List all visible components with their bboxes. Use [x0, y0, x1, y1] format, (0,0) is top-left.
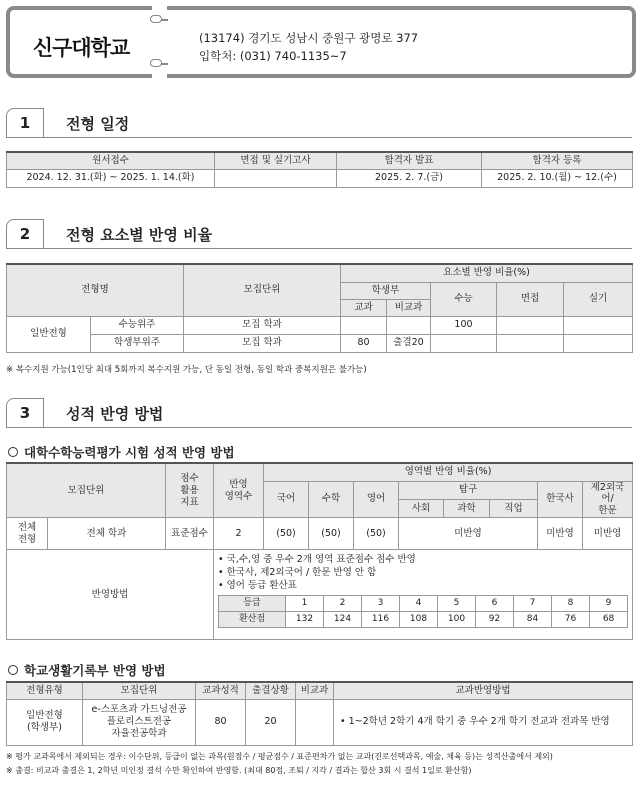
grade-cell: 4: [400, 596, 438, 612]
header-interview: 면접 및 실기고사: [215, 152, 337, 169]
header-attendance: 출결상황: [246, 682, 296, 699]
score-cell: 68: [590, 612, 628, 628]
header-korean: 국어: [264, 481, 309, 518]
score-cell: 132: [286, 612, 324, 628]
header-social: 사회: [399, 499, 444, 517]
registration-period: 2025. 2. 10.(월) ~ 12.(수): [482, 169, 633, 187]
header-history: 한국사: [538, 481, 583, 518]
section-title: 전형 요소별 반영 비율: [66, 226, 213, 244]
header-ratio: 요소별 반영 비율(%): [341, 264, 633, 282]
method-cell: • 1~2학년 2학기 4개 학기 중 우수 2개 학기 전교과 전과목 반영: [334, 699, 633, 745]
attendance-cell: 20: [246, 699, 296, 745]
row-type: 전체 전형: [7, 518, 48, 550]
section-underline: [44, 248, 632, 249]
header-method: 교과반영방법: [334, 682, 633, 699]
section-underline: [44, 427, 632, 428]
record-table: [6, 681, 633, 746]
subject-cell: 80: [341, 334, 387, 352]
header-subject: 교과: [341, 299, 387, 316]
score-cell: 76: [552, 612, 590, 628]
binder-ring-icon: [150, 59, 162, 67]
row-index: 표준점수: [166, 518, 214, 550]
section-number: 2: [6, 219, 44, 249]
row-english: (50): [354, 518, 399, 550]
method-bullet: • 영어 등급 환산표: [218, 580, 297, 592]
ratio-table: [6, 263, 633, 353]
header-inquiry: 탐구: [399, 481, 538, 499]
grade-cell: 7: [514, 596, 552, 612]
header-unit: 모집단위: [184, 264, 341, 316]
method-bullet: • 한국사, 제2외국어 / 한문 반영 안 함: [218, 567, 377, 579]
section-underline: [44, 137, 632, 138]
header-foreign: 제2외국어/ 한문: [583, 481, 633, 518]
suneung-cell: [431, 334, 497, 352]
sub-type-cell: 학생부위주: [91, 334, 184, 352]
subsection-suneung: [8, 443, 235, 461]
circle-bullet-icon: [8, 447, 18, 457]
header-interview: 면접: [497, 282, 564, 316]
section-number: 3: [6, 398, 44, 428]
header-math: 수학: [309, 481, 354, 518]
grade-cell: 5: [438, 596, 476, 612]
exclusion-note: ※ 평가 교과목에서 제외되는 경우: 이수단위, 등급이 없는 과목(원점수 / 평균점수 / 표준편차가 없는 교과(진로선택과목, 예술, 체육 등)는 성적산출에서 제외): [6, 752, 553, 761]
row-unit: 전체 학과: [48, 518, 166, 550]
subsection-title: 학교생활기록부 반영 방법: [24, 663, 166, 678]
header-unit: 모집단위: [83, 682, 196, 699]
attendance-note: ※ 출결: 비교과 출결은 1, 2학년 미인정 결석 수만 확인하여 반영함. (최대 80점, 조퇴 / 지각 / 결과는 합산 3회 시 결석 1일로 환산함): [6, 766, 472, 775]
header-vocational: 직업: [490, 499, 538, 517]
header-english: 영어: [354, 481, 399, 518]
grade-label: 등급: [219, 596, 286, 612]
header-unit: 모집단위: [7, 463, 166, 518]
section-2-header: [6, 219, 632, 249]
subject-cell: [341, 316, 387, 334]
sub-type-cell: 수능위주: [91, 316, 184, 334]
application-period: 2024. 12. 31.(화) ~ 2025. 1. 14.(화): [7, 169, 215, 187]
score-cell: 116: [362, 612, 400, 628]
announcement-date: 2025. 2. 7.(금): [337, 169, 482, 187]
unit-cell: 모집 학과: [184, 334, 341, 352]
header-practical: 실기: [564, 282, 633, 316]
score-cell: 100: [438, 612, 476, 628]
section-3-header: [6, 398, 632, 428]
address-text: (13174) 경기도 성남시 중원구 광명로 377: [199, 31, 419, 45]
header-score-index: 점수 활용 지표: [166, 463, 214, 518]
header-announcement: 합격자 발표: [337, 152, 482, 169]
header-nonsubject: 비교과: [387, 299, 431, 316]
header-area-count: 반영 영역수: [214, 463, 264, 518]
header-type: 전형명: [7, 264, 184, 316]
grade-cell: 1: [286, 596, 324, 612]
unit-cell: e-스포츠과 가드닝전공 플로리스트전공 자율전공학과: [83, 699, 196, 745]
header-application: 원서접수: [7, 152, 215, 169]
header-science: 과학: [444, 499, 490, 517]
header-nonsubject: 비교과: [296, 682, 334, 699]
binder-ring-icon: [150, 15, 162, 23]
score-cell: 92: [476, 612, 514, 628]
header-subject-score: 교과성적: [196, 682, 246, 699]
subsection-record: [8, 661, 166, 679]
suneung-cell: 100: [431, 316, 497, 334]
row-inquiry: 미반영: [399, 518, 538, 550]
nonsubject-cell: 출결20: [387, 334, 431, 352]
practical-cell: [564, 334, 633, 352]
header-record: 학생부: [341, 282, 431, 299]
nonsubject-cell: [296, 699, 334, 745]
grade-cell: 6: [476, 596, 514, 612]
method-bullet: • 국,수,영 중 우수 2개 영역 표준점수 점수 반영: [218, 554, 416, 566]
grade-cell: 3: [362, 596, 400, 612]
interview-period: [215, 169, 337, 187]
row-korean: (50): [264, 518, 309, 550]
header-suneung: 수능: [431, 282, 497, 316]
multiple-application-note: ※ 복수지원 가능(1인당 최대 5회까지 복수지원 가능, 단 동일 전형, 동일 학과 중복지원은 불가능): [6, 365, 367, 375]
score-cell: 124: [324, 612, 362, 628]
circle-bullet-icon: [8, 665, 18, 675]
type-cell: 일반전형: [7, 316, 91, 352]
score-cell: 84: [514, 612, 552, 628]
score-label: 환산점: [219, 612, 286, 628]
address-box: [167, 6, 636, 78]
subject-score-cell: 80: [196, 699, 246, 745]
section-title: 전형 일정: [66, 115, 130, 133]
row-math: (50): [309, 518, 354, 550]
exam-type-cell: 일반전형 (학생부): [7, 699, 83, 745]
interview-cell: [497, 334, 564, 352]
row-history: 미반영: [538, 518, 583, 550]
practical-cell: [564, 316, 633, 334]
method-label: 반영방법: [7, 550, 214, 640]
header-exam-type: 전형유형: [7, 682, 83, 699]
method-cell: [214, 550, 633, 640]
university-name: 신구대학교: [32, 36, 130, 60]
interview-cell: [497, 316, 564, 334]
grade-cell: 2: [324, 596, 362, 612]
nonsubject-cell: [387, 316, 431, 334]
header-area-ratio: 영역별 반영 비율(%): [264, 463, 633, 481]
subsection-title: 대학수학능력평가 시험 성적 반영 방법: [24, 445, 235, 460]
english-grade-table: [218, 595, 628, 628]
score-cell: 108: [400, 612, 438, 628]
unit-cell: 모집 학과: [184, 316, 341, 334]
schedule-table: [6, 151, 633, 188]
section-title: 성적 반영 방법: [66, 405, 164, 423]
section-1-header: [6, 108, 632, 138]
section-number: 1: [6, 108, 44, 138]
grade-cell: 9: [590, 596, 628, 612]
grade-cell: 8: [552, 596, 590, 612]
university-name-box: [6, 6, 152, 78]
row-areas: 2: [214, 518, 264, 550]
suneung-table: [6, 462, 633, 640]
admission-phone: 입학처: (031) 740-1135~7: [199, 49, 347, 63]
row-foreign: 미반영: [583, 518, 633, 550]
header-registration: 합격자 등록: [482, 152, 633, 169]
